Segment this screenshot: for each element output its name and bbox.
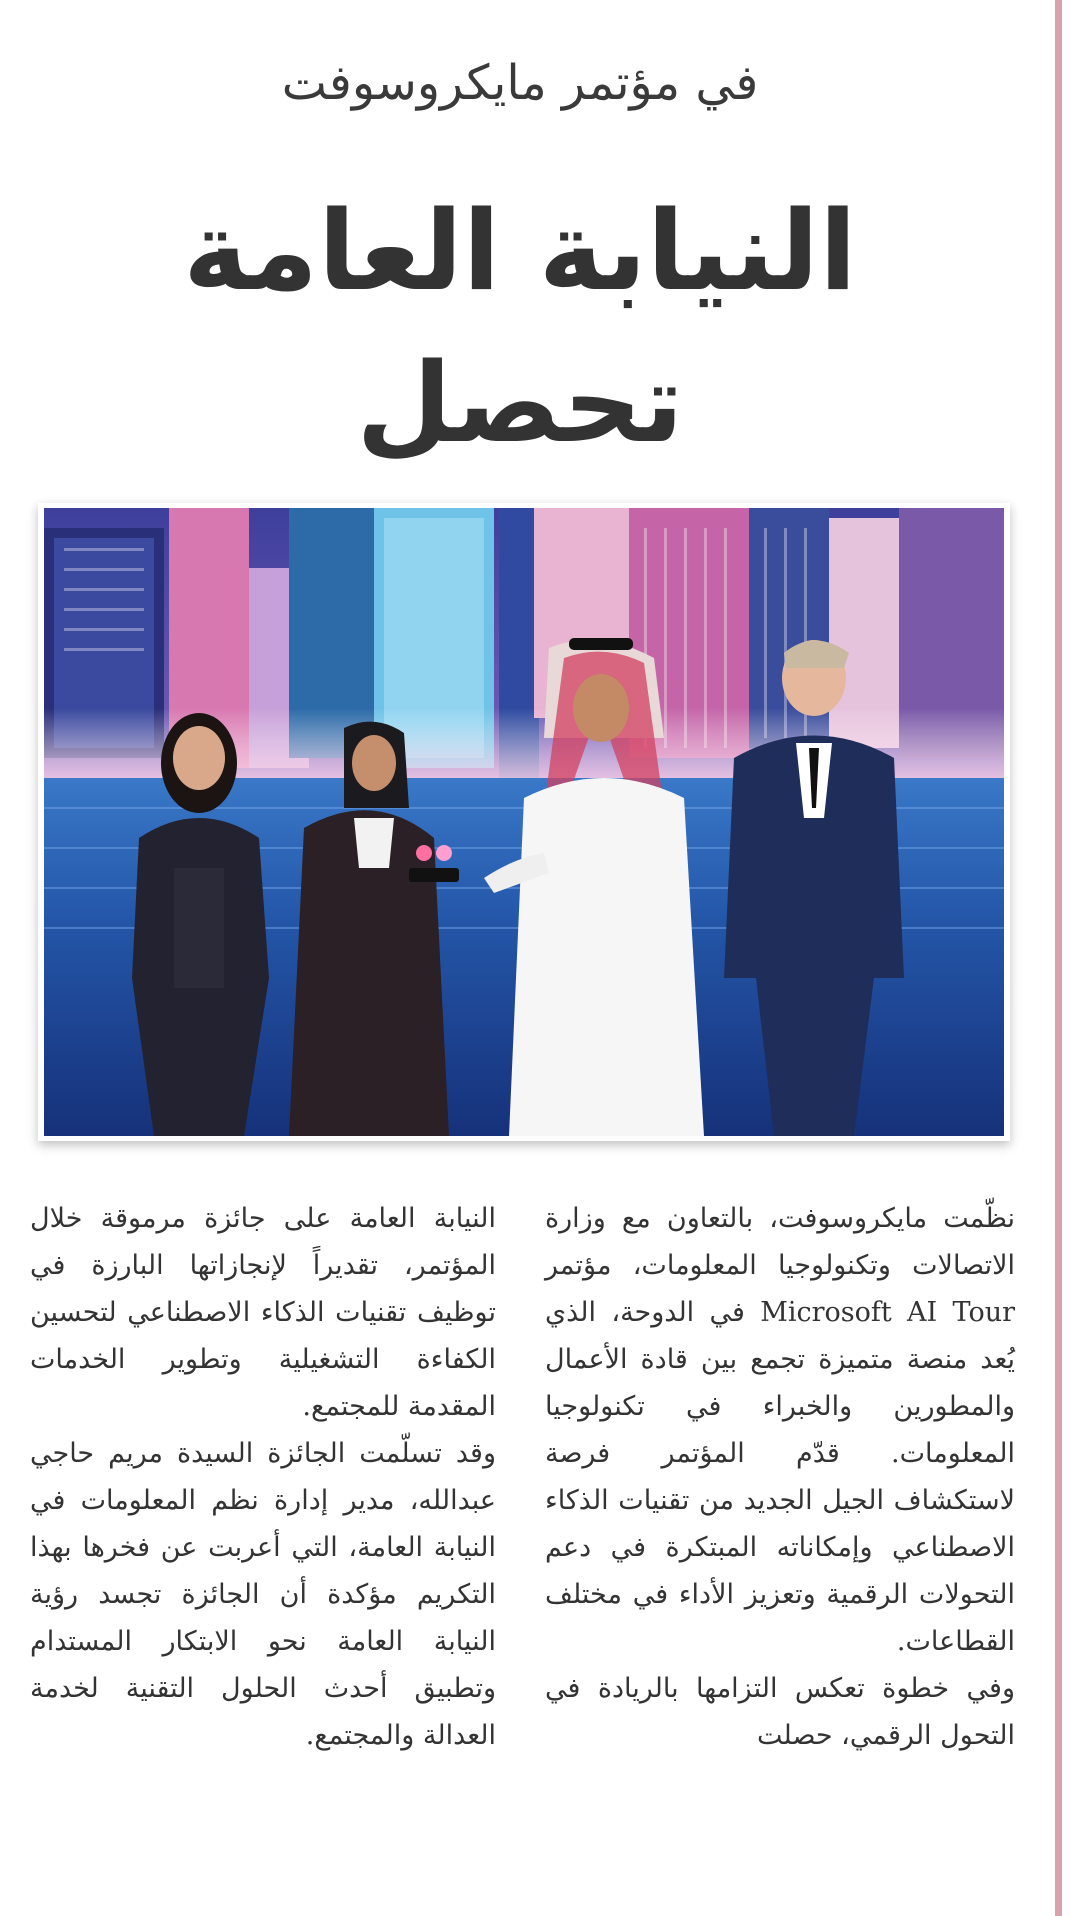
article-photo-frame xyxy=(38,503,1010,1141)
column-left-paragraph-2: وقد تسلّمت الجائزة السيدة مريم حاجي عبدالله، مدير إدارة نظم المعلومات في النيابة العامة، التي أعربت عن فخرها بهذا التكريم مؤكدة أن الجائزة تجسد رؤية النيابة العامة نحو الابتكار المستدام وتطبيق أحدث الحلول التقنية لخدمة العدالة والمجتمع. xyxy=(30,1438,496,1751)
column-left-paragraph-1: النيابة العامة على جائزة مرموقة خلال المؤتمر، تقديراً لإنجازاتها البارزة في توظيف تقنيات الذكاء الاصطناعي لتحسين الكفاءة التشغيلية وتطوير الخدمات المقدمة للمجتمع. xyxy=(30,1203,496,1422)
column-right-paragraph-1: نظّمت مايكروسوفت، بالتعاون مع وزارة الاتصالات وتكنولوجيا المعلومات، مؤتمر Microsoft AI Tour في الدوحة، الذي يُعد منصة متميزة تجمع بين قادة الأعمال والمطورين والخبراء في تكنولوجيا المعلومات. قدّم المؤتمر فرصة لاستكشاف الجيل الجديد من تقنيات الذكاء الاصطناعي وإمكاناته المبتكرة في دعم التحولات الرقمية وتعزيز الأداء في مختلف القطاعات. xyxy=(545,1203,1015,1657)
award-ceremony-photo xyxy=(44,508,1004,1136)
article-column-left xyxy=(30,1195,496,1759)
headline-line-1: النيابة العامة تحصل xyxy=(183,187,857,467)
article-column-right xyxy=(545,1195,1015,1759)
article-kicker: في مؤتمر مايكروسوفت xyxy=(281,55,759,111)
column-right-paragraph-2: وفي خطوة تعكس التزامها بالريادة في التحول الرقمي، حصلت xyxy=(545,1673,1015,1751)
page-edge-rule xyxy=(1055,0,1062,1916)
